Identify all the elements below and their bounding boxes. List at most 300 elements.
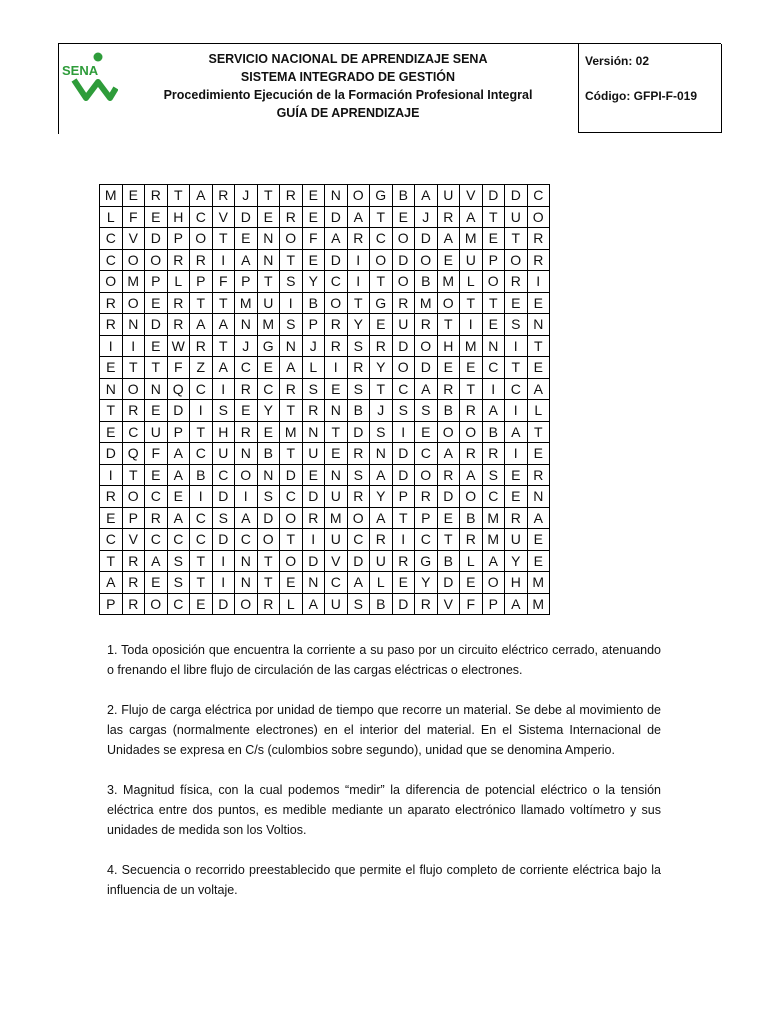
grid-cell: A [145,550,168,572]
grid-cell: O [370,249,393,271]
grid-cell: B [392,185,415,207]
grid-cell: T [167,185,190,207]
grid-cell: C [190,378,213,400]
grid-cell: U [302,443,325,465]
grid-cell: E [145,464,168,486]
grid-cell: U [325,593,348,615]
grid-cell: V [325,550,348,572]
grid-cell: M [460,335,483,357]
grid-cell: E [437,507,460,529]
grid-cell: S [167,572,190,594]
grid-cell: I [212,378,235,400]
grid-cell: F [145,443,168,465]
grid-cell: F [212,271,235,293]
grid-cell: E [122,185,145,207]
grid-cell: P [235,271,258,293]
grid-row [100,357,550,379]
grid-cell: V [122,529,145,551]
grid-cell: P [482,249,505,271]
grid-cell: C [482,357,505,379]
grid-cell: C [505,378,528,400]
grid-row [100,507,550,529]
grid-cell: R [460,443,483,465]
grid-cell: P [167,228,190,250]
grid-cell: R [122,550,145,572]
grid-cell: E [235,400,258,422]
grid-row [100,593,550,615]
grid-cell: S [302,378,325,400]
grid-cell: E [505,292,528,314]
grid-cell: Q [167,378,190,400]
grid-cell: D [212,529,235,551]
grid-cell: O [280,228,303,250]
grid-cell: R [415,593,438,615]
grid-cell: T [370,206,393,228]
grid-cell: A [280,357,303,379]
grid-cell: R [212,185,235,207]
grid-cell: N [257,228,280,250]
grid-cell: M [527,593,550,615]
grid-cell: A [415,378,438,400]
grid-cell: S [347,464,370,486]
grid-cell: J [235,185,258,207]
grid-cell: O [482,572,505,594]
grid-cell: B [415,271,438,293]
system-name: SISTEMA INTEGRADO DE GESTIÓN [240,70,456,84]
grid-cell: O [527,206,550,228]
grid-cell: S [505,314,528,336]
grid-cell: T [145,357,168,379]
grid-cell: R [505,507,528,529]
grid-cell: R [167,249,190,271]
grid-cell: T [122,464,145,486]
grid-cell: S [392,400,415,422]
grid-cell: W [167,335,190,357]
grid-cell: N [325,400,348,422]
grid-cell: S [347,335,370,357]
grid-cell: T [257,185,280,207]
grid-cell: A [505,421,528,443]
grid-cell: T [325,421,348,443]
grid-cell: Y [257,400,280,422]
grid-cell: E [392,206,415,228]
grid-cell: L [527,400,550,422]
grid-cell: V [460,185,483,207]
grid-cell: I [212,249,235,271]
grid-cell: R [527,228,550,250]
grid-cell: T [505,357,528,379]
grid-cell: E [392,572,415,594]
grid-cell: Y [415,572,438,594]
grid-cell: D [392,249,415,271]
grid-cell: R [167,314,190,336]
header-titles [128,50,568,122]
grid-cell: N [235,443,258,465]
grid-cell: O [122,378,145,400]
grid-row [100,335,550,357]
grid-cell: R [370,335,393,357]
grid-cell: R [235,378,258,400]
grid-cell: R [460,400,483,422]
grid-cell: E [167,486,190,508]
grid-cell: A [325,228,348,250]
grid-cell: D [437,572,460,594]
grid-cell: A [437,228,460,250]
grid-cell: D [302,486,325,508]
grid-cell: D [437,486,460,508]
grid-cell: R [100,314,123,336]
grid-cell: C [145,529,168,551]
grid-cell: D [145,228,168,250]
grid-row [100,185,550,207]
grid-cell: T [100,400,123,422]
grid-cell: M [325,507,348,529]
grid-cell: R [347,357,370,379]
grid-cell: A [415,185,438,207]
grid-cell: R [122,572,145,594]
grid-cell: V [212,206,235,228]
grid-cell: O [122,292,145,314]
grid-cell: D [482,185,505,207]
grid-cell: N [482,335,505,357]
grid-cell: G [257,335,280,357]
header-left-rule [58,44,59,134]
grid-cell: M [235,292,258,314]
grid-cell: N [527,314,550,336]
grid-cell: T [437,314,460,336]
grid-cell: B [190,464,213,486]
grid-cell: A [167,464,190,486]
version-label: Versión: 02 [585,54,650,68]
grid-cell: R [347,228,370,250]
grid-cell: R [325,314,348,336]
grid-cell: E [437,357,460,379]
grid-row [100,486,550,508]
grid-cell: E [257,206,280,228]
grid-cell: A [482,400,505,422]
grid-cell: M [122,271,145,293]
grid-cell: D [325,249,348,271]
grid-cell: R [437,378,460,400]
grid-cell: O [392,228,415,250]
grid-cell: E [527,529,550,551]
grid-cell: Y [370,357,393,379]
grid-cell: O [280,550,303,572]
grid-cell: D [257,507,280,529]
grid-cell: E [257,357,280,379]
grid-cell: A [460,464,483,486]
grid-cell: T [370,271,393,293]
grid-cell: C [100,529,123,551]
grid-cell: R [280,206,303,228]
grid-cell: E [302,464,325,486]
grid-cell: N [370,443,393,465]
grid-cell: O [460,486,483,508]
grid-cell: M [482,529,505,551]
grid-cell: N [235,314,258,336]
grid-cell: A [527,507,550,529]
grid-cell: A [347,206,370,228]
grid-cell: T [505,228,528,250]
grid-cell: R [235,421,258,443]
grid-cell: E [280,572,303,594]
grid-cell: R [392,292,415,314]
grid-cell: T [257,271,280,293]
grid-cell: B [437,400,460,422]
grid-cell: U [145,421,168,443]
grid-cell: A [505,593,528,615]
grid-cell: F [122,206,145,228]
grid-cell: C [190,529,213,551]
grid-cell: T [257,550,280,572]
guide-title: GUÍA DE APRENDIZAJE [276,106,420,120]
grid-cell: C [527,185,550,207]
grid-cell: R [145,185,168,207]
grid-cell: N [527,486,550,508]
grid-cell: D [347,550,370,572]
grid-cell: E [100,507,123,529]
grid-cell: J [302,335,325,357]
grid-cell: S [280,314,303,336]
grid-cell: N [235,550,258,572]
grid-cell: U [505,206,528,228]
grid-cell: I [347,249,370,271]
grid-cell: O [235,464,258,486]
grid-cell: P [392,486,415,508]
grid-cell: M [460,228,483,250]
grid-cell: H [167,206,190,228]
grid-cell: O [145,249,168,271]
grid-cell: C [280,486,303,508]
grid-cell: O [437,292,460,314]
grid-cell: N [302,421,325,443]
grid-cell: G [370,185,393,207]
grid-cell: V [437,593,460,615]
sena-logo [60,50,118,106]
grid-cell: R [100,486,123,508]
grid-cell: O [257,529,280,551]
grid-cell: C [167,529,190,551]
grid-cell: R [122,400,145,422]
grid-cell: O [392,357,415,379]
grid-cell: P [415,507,438,529]
grid-cell: D [280,464,303,486]
grid-cell: C [190,206,213,228]
clue-4: 4. Secuencia o recorrido preestablecido que permite el flujo completo de corriente eléctrica bajo la influencia de un voltaje. [107,863,661,897]
clue-2: 2. Flujo de carga eléctrica por unidad de tiempo que recorre un material. Se debe al movimiento de las cargas (normalmente electrones) en el interior del material. En el Sistema Internacional de Unidades se expresa en C/s (culombios sobre segundo), unidad que se denomina Amperio. [107,703,661,757]
grid-cell: A [212,357,235,379]
grid-cell: L [460,550,483,572]
grid-cell: C [212,464,235,486]
grid-cell: I [190,486,213,508]
grid-cell: T [212,335,235,357]
grid-cell: N [257,249,280,271]
grid-cell: U [460,249,483,271]
grid-cell: O [325,292,348,314]
grid-cell: P [100,593,123,615]
grid-cell: R [392,550,415,572]
logo-text: SENA [62,63,99,78]
grid-cell: M [527,572,550,594]
grid-row [100,378,550,400]
grid-cell: A [235,249,258,271]
grid-cell: Z [190,357,213,379]
grid-cell: T [280,249,303,271]
grid-cell: Y [347,314,370,336]
grid-cell: A [212,314,235,336]
grid-cell: U [437,185,460,207]
grid-cell: O [415,464,438,486]
grid-cell: O [482,271,505,293]
grid-cell: T [190,550,213,572]
procedure-name: Procedimiento Ejecución de la Formación Profesional Integral [163,88,533,102]
grid-cell: A [460,206,483,228]
grid-row [100,421,550,443]
grid-cell: T [527,421,550,443]
grid-cell: S [257,486,280,508]
grid-cell: E [527,292,550,314]
grid-cell: N [122,314,145,336]
grid-cell: M [482,507,505,529]
word-search-grid [99,184,550,615]
grid-cell: T [190,572,213,594]
grid-cell: O [280,507,303,529]
grid-cell: C [190,443,213,465]
grid-cell: O [122,486,145,508]
grid-cell: T [460,378,483,400]
grid-cell: J [235,335,258,357]
grid-cell: R [482,443,505,465]
grid-cell: R [302,507,325,529]
grid-cell: U [392,314,415,336]
grid-cell: D [235,206,258,228]
grid-cell: S [482,464,505,486]
grid-cell: T [190,421,213,443]
grid-row [100,228,550,250]
grid-cell: R [415,314,438,336]
document-header [58,43,721,134]
grid-cell: C [325,572,348,594]
grid-cell: E [302,249,325,271]
grid-cell: T [212,292,235,314]
grid-cell: E [302,185,325,207]
grid-cell: T [370,378,393,400]
grid-cell: R [280,378,303,400]
grid-cell: A [190,185,213,207]
grid-cell: A [190,314,213,336]
grid-cell: R [257,593,280,615]
clue-1: 1. Toda oposición que encuentra la corriente a su paso por un circuito eléctrico cerrado, atenuando o frenando el libre flujo de circulación de las cargas eléctricas o electrones. [107,643,661,677]
grid-cell: G [415,550,438,572]
grid-cell: E [145,292,168,314]
grid-cell: D [145,314,168,336]
grid-cell: I [527,271,550,293]
grid-cell: O [100,271,123,293]
grid-cell: A [347,572,370,594]
grid-cell: R [325,335,348,357]
grid-cell: T [437,529,460,551]
grid-cell: O [145,593,168,615]
grid-row [100,271,550,293]
org-name: SERVICIO NACIONAL DE APRENDIZAJE SENA [208,52,488,66]
grid-cell: B [347,400,370,422]
grid-row [100,206,550,228]
grid-cell: B [437,550,460,572]
grid-cell: T [527,335,550,357]
grid-cell: N [325,185,348,207]
grid-cell: R [145,507,168,529]
grid-cell: I [347,271,370,293]
grid-cell: N [257,464,280,486]
grid-cell: F [302,228,325,250]
document-meta-box [578,44,722,133]
grid-cell: M [100,185,123,207]
grid-cell: M [415,292,438,314]
clues-section [107,640,661,920]
grid-cell: D [212,593,235,615]
grid-cell: N [280,335,303,357]
grid-cell: S [347,378,370,400]
grid-cell: P [167,421,190,443]
grid-cell: S [347,593,370,615]
code-label: Código: GFPI-F-019 [585,89,697,103]
grid-cell: T [482,206,505,228]
grid-cell: B [302,292,325,314]
grid-cell: H [212,421,235,443]
grid-cell: T [122,357,145,379]
grid-cell: E [527,357,550,379]
grid-cell: A [482,550,505,572]
grid-cell: B [460,507,483,529]
grid-cell: O [122,249,145,271]
clue-3: 3. Magnitud física, con la cual podemos “medir” la diferencia de potencial eléctrico o la tensión eléctrica entre dos puntos, es medible mediante un aparato electrónico llamado voltímetro y sus unidades de medida son los Voltios. [107,783,661,837]
grid-row [100,292,550,314]
grid-cell: R [122,593,145,615]
grid-cell: C [100,228,123,250]
grid-cell: R [190,335,213,357]
grid-cell: A [370,507,393,529]
grid-cell: O [235,593,258,615]
grid-cell: L [370,572,393,594]
grid-cell: O [415,249,438,271]
grid-cell: R [460,529,483,551]
grid-cell: D [325,206,348,228]
grid-row [100,529,550,551]
grid-cell: H [437,335,460,357]
grid-cell: L [100,206,123,228]
grid-cell: C [392,378,415,400]
grid-cell: B [370,593,393,615]
grid-cell: I [235,486,258,508]
grid-cell: T [190,292,213,314]
grid-cell: S [415,400,438,422]
grid-row [100,400,550,422]
grid-cell: E [415,421,438,443]
grid-cell: N [325,464,348,486]
grid-cell: E [100,357,123,379]
grid-cell: J [370,400,393,422]
grid-cell: D [505,185,528,207]
grid-cell: E [505,464,528,486]
grid-cell: C [370,228,393,250]
grid-cell: D [347,421,370,443]
grid-cell: V [122,228,145,250]
grid-cell: J [415,206,438,228]
grid-cell: I [302,529,325,551]
grid-cell: I [190,400,213,422]
grid-cell: I [100,335,123,357]
grid-cell: I [122,335,145,357]
